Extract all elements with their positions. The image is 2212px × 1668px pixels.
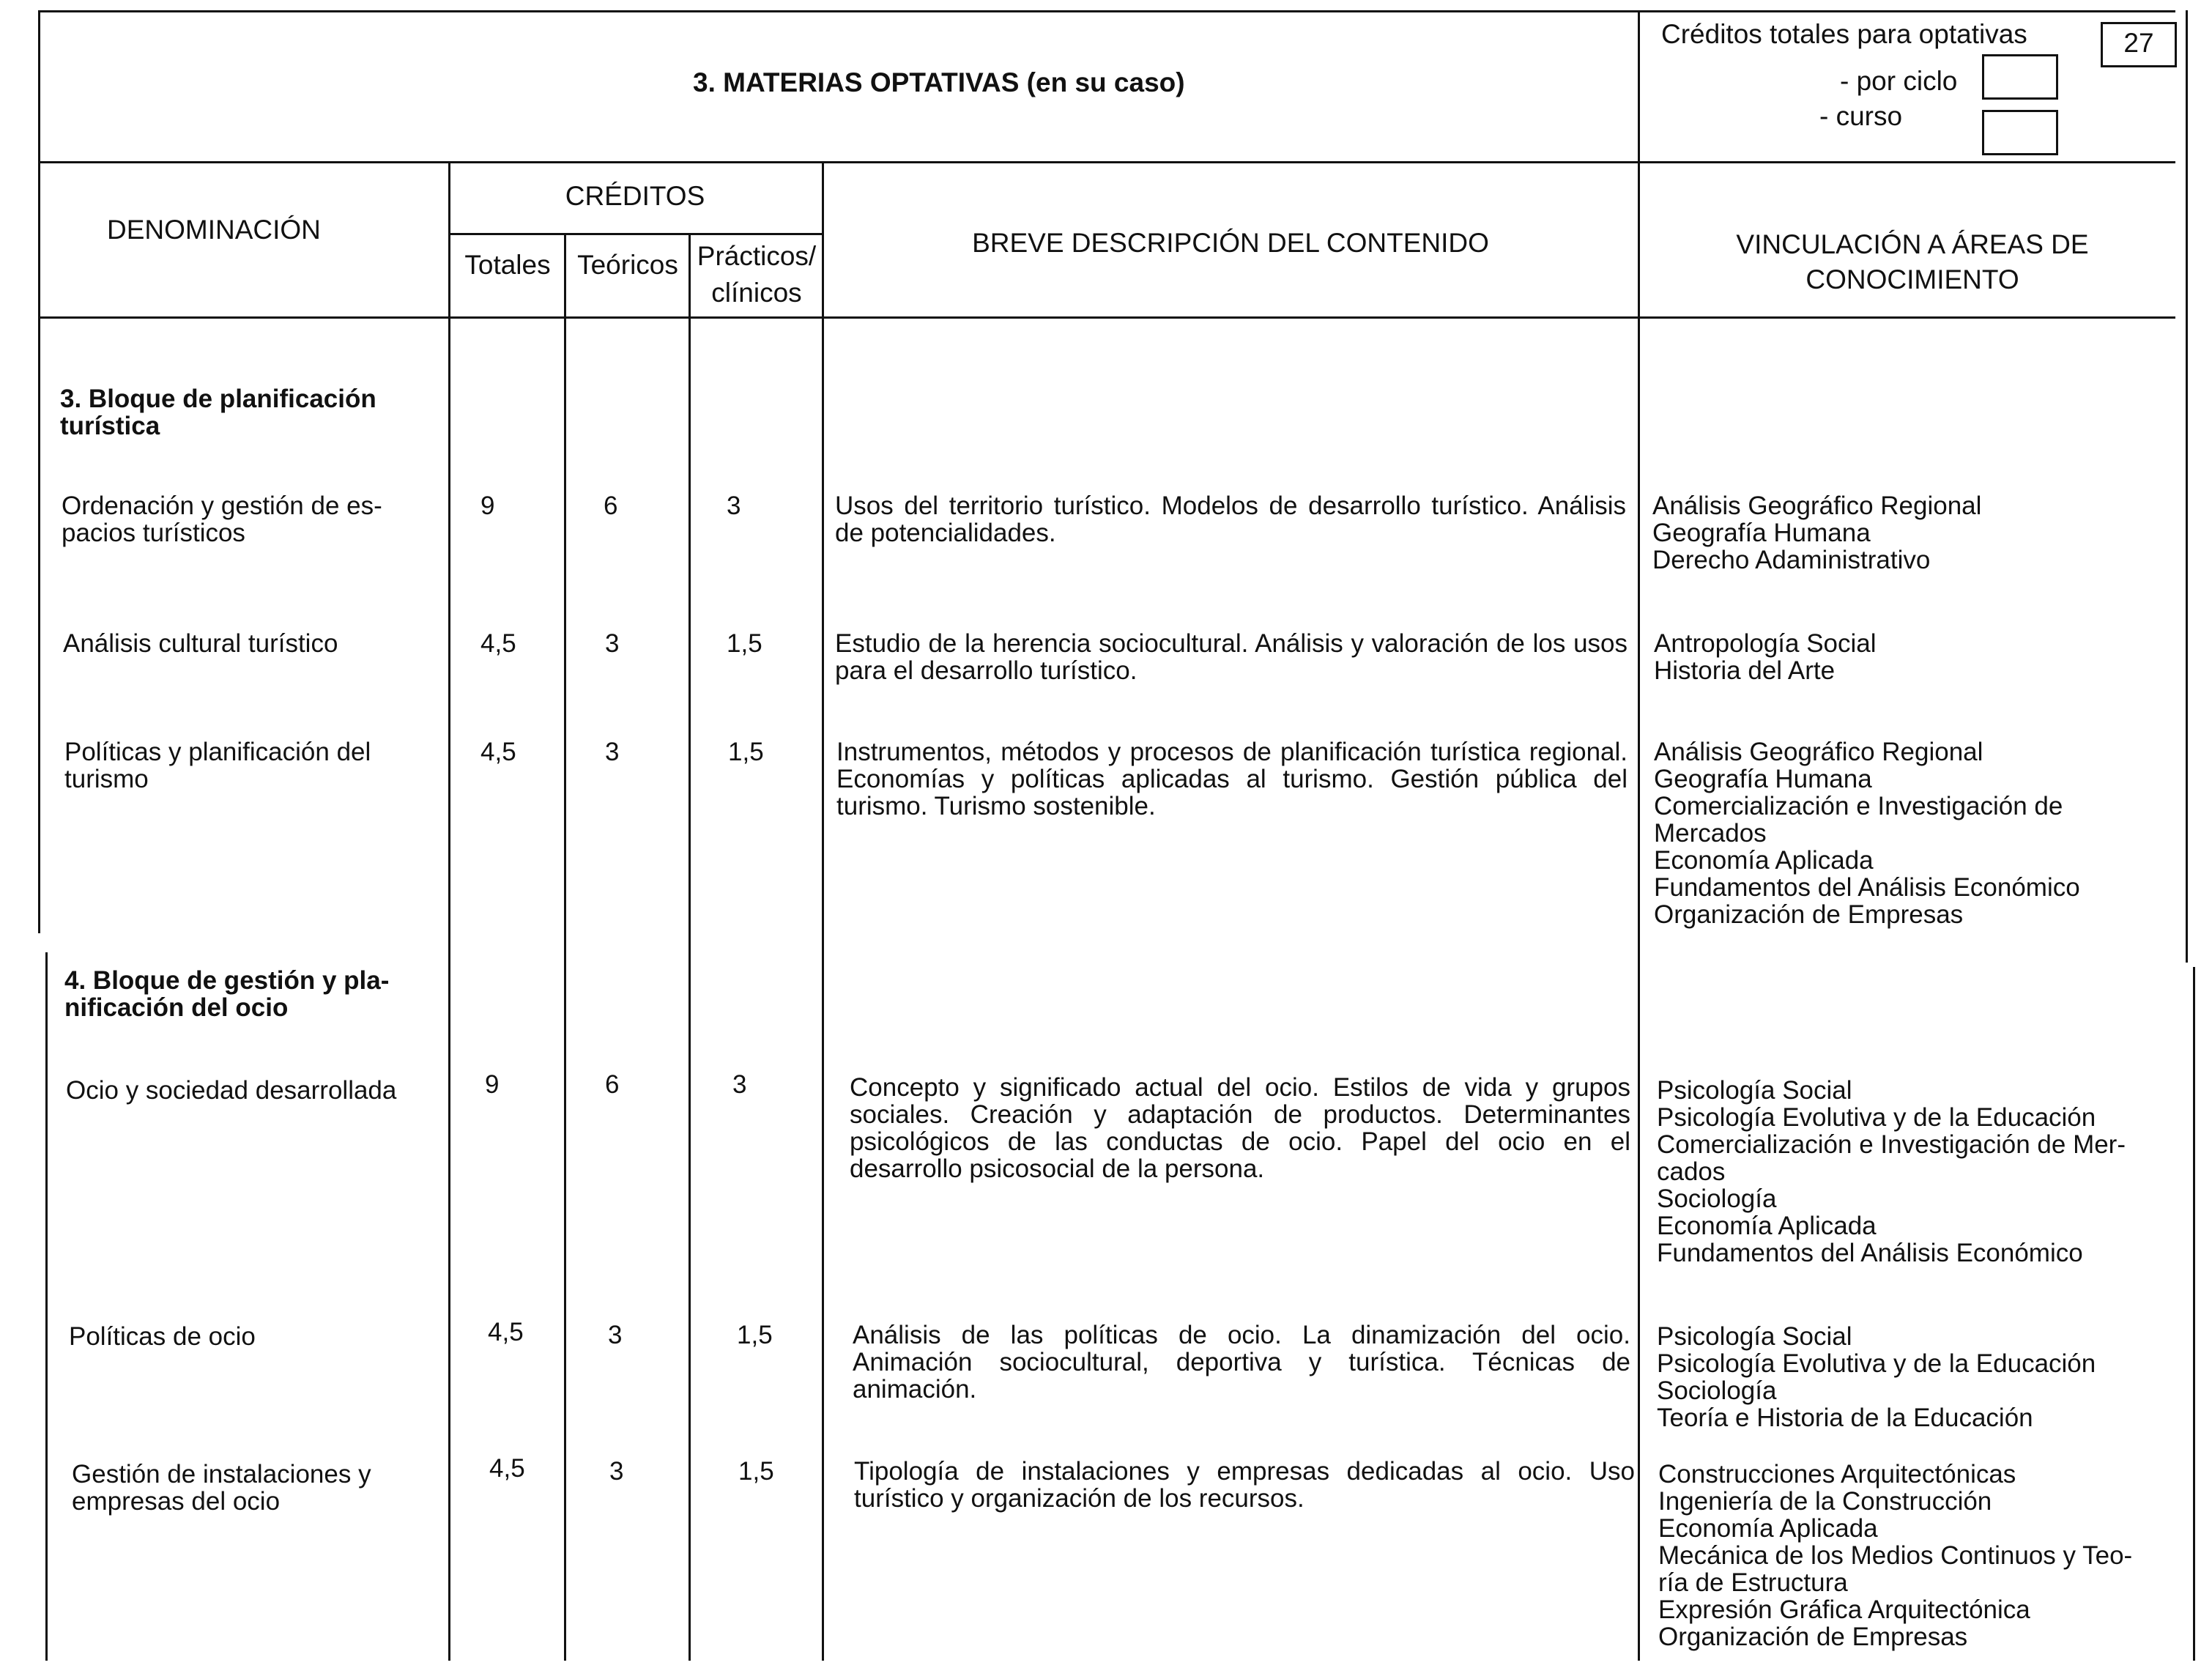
col-header-denominacion: DENOMINACIÓN — [107, 215, 321, 245]
knowledge-areas: Análisis Geográfico Regional Geografía Humana Comercialización e Investigación de Mercados Economía Aplicada Fundamentos del Análisis Económico Organización de Empresas — [1654, 738, 2080, 929]
col-header-conocimiento: CONOCIMIENTO — [1805, 264, 2019, 294]
total-credits-value: 27 — [2123, 28, 2154, 58]
subject-name: Ordenación y gestión de es- pacios turísticos — [62, 492, 382, 547]
credits-totales: 4,5 — [489, 1454, 525, 1483]
col-header-clinicos: clínicos — [711, 278, 802, 308]
knowledge-areas: Psicología Social Psicología Evolutiva y de la Educación Sociología Teoría e Historia de la Educación — [1657, 1322, 2096, 1432]
col-header-totales: Totales — [464, 250, 551, 280]
col-practicos-border — [689, 233, 691, 1661]
subject-description: Análisis de las políticas de ocio. La dinamización del ocio. Animación sociocultural, deportiva y turística. Técnicas de animación. — [853, 1321, 1630, 1404]
credits-teoricos: 3 — [605, 629, 620, 658]
total-credits-label: Créditos totales para optativas — [1661, 19, 2027, 49]
credits-practicos: 1,5 — [727, 629, 762, 658]
curso-label: - curso — [1819, 101, 1903, 131]
credits-practicos: 1,5 — [728, 738, 764, 766]
subject-name: Ocio y sociedad desarrollada — [66, 1076, 397, 1105]
knowledge-areas: Antropología Social Historia del Arte — [1654, 629, 1877, 685]
credits-practicos: 1,5 — [738, 1457, 774, 1486]
table-right-border-lower — [2193, 967, 2195, 1661]
section-title: 3. MATERIAS OPTATIVAS (en su caso) — [693, 67, 1185, 97]
por-ciclo-label: - por ciclo — [1840, 66, 1958, 96]
curso-box — [1982, 110, 2058, 155]
subject-description: Estudio de la herencia sociocultural. Análisis y valoración de los usos para el desarrollo turístico. — [835, 629, 1628, 685]
column-header-divider — [38, 316, 2175, 319]
credits-totales: 4,5 — [480, 629, 516, 658]
knowledge-areas: Análisis Geográfico Regional Geografía Humana Derecho Adaministrativo — [1652, 492, 1982, 574]
por-ciclo-box — [1982, 54, 2058, 100]
credits-teoricos: 6 — [604, 492, 618, 520]
credits-teoricos: 3 — [608, 1321, 623, 1349]
table-right-border — [2186, 10, 2188, 963]
block-title: 3. Bloque de planificación turística — [60, 385, 376, 440]
col-header-creditos: CRÉDITOS — [565, 181, 705, 211]
credits-teoricos: 6 — [605, 1070, 620, 1099]
header-divider — [38, 161, 2175, 163]
col-teoricos-border — [564, 233, 566, 1661]
subject-description: Tipología de instalaciones y empresas dedicadas al ocio. Uso turístico y organización de los recursos. — [854, 1457, 1635, 1513]
subject-description: Instrumentos, métodos y procesos de planificación turística regional. Economías y políticas aplicadas al turismo. Gestión pública del turismo. Turismo sostenible. — [836, 738, 1628, 820]
col-descripcion-border — [822, 161, 824, 1661]
credits-totales: 4,5 — [480, 738, 516, 766]
subject-name: Políticas y planificación del turismo — [64, 738, 371, 793]
subject-name: Gestión de instalaciones y empresas del ocio — [72, 1460, 371, 1516]
credits-totales: 9 — [480, 492, 495, 520]
col-header-practicos: Prácticos/ — [697, 241, 817, 271]
credits-subheader-divider — [448, 233, 822, 235]
table-left-border-lower — [45, 952, 48, 1661]
credits-practicos: 3 — [732, 1070, 747, 1099]
credits-teoricos: 3 — [609, 1457, 624, 1486]
subject-description: Concepto y significado actual del ocio. Estilos de vida y grupos sociales. Creación y adaptación de productos. Determinantes psicológicos de las conductas de ocio. Papel del ocio en el desarrollo psicosocial de la persona. — [850, 1073, 1630, 1183]
col-header-descripcion: BREVE DESCRIPCIÓN DEL CONTENIDO — [972, 228, 1489, 258]
block-title: 4. Bloque de gestión y pla- nificación del ocio — [64, 966, 390, 1022]
col-header-teoricos: Teóricos — [577, 250, 678, 280]
knowledge-areas: Construcciones Arquitectónicas Ingeniería de la Construcción Economía Aplicada Mecánica de los Medios Continuos y Teo- ría de Estructura Expresión Gráfica Arquitectónica Organización de Empresas — [1658, 1460, 2133, 1651]
col-totales-border — [448, 161, 450, 1661]
table-left-border — [38, 10, 40, 933]
col-header-vinculacion: VINCULACIÓN A ÁREAS DE — [1736, 229, 2089, 259]
credits-practicos: 3 — [727, 492, 741, 520]
credits-practicos: 1,5 — [737, 1321, 773, 1349]
credits-totales: 9 — [485, 1070, 500, 1099]
subject-name: Políticas de ocio — [69, 1322, 256, 1351]
knowledge-areas: Psicología Social Psicología Evolutiva y de la Educación Comercialización e Investigación de Mer- cados Sociología Economía Aplicada Fundamentos del Análisis Económico — [1657, 1076, 2126, 1267]
credits-totales: 4,5 — [488, 1318, 524, 1346]
subject-description: Usos del territorio turístico. Modelos de desarrollo turístico. Análisis de potencialidades. — [835, 492, 1626, 547]
table-top-border — [38, 10, 2175, 12]
credits-teoricos: 3 — [605, 738, 620, 766]
subject-name: Análisis cultural turístico — [63, 629, 338, 658]
